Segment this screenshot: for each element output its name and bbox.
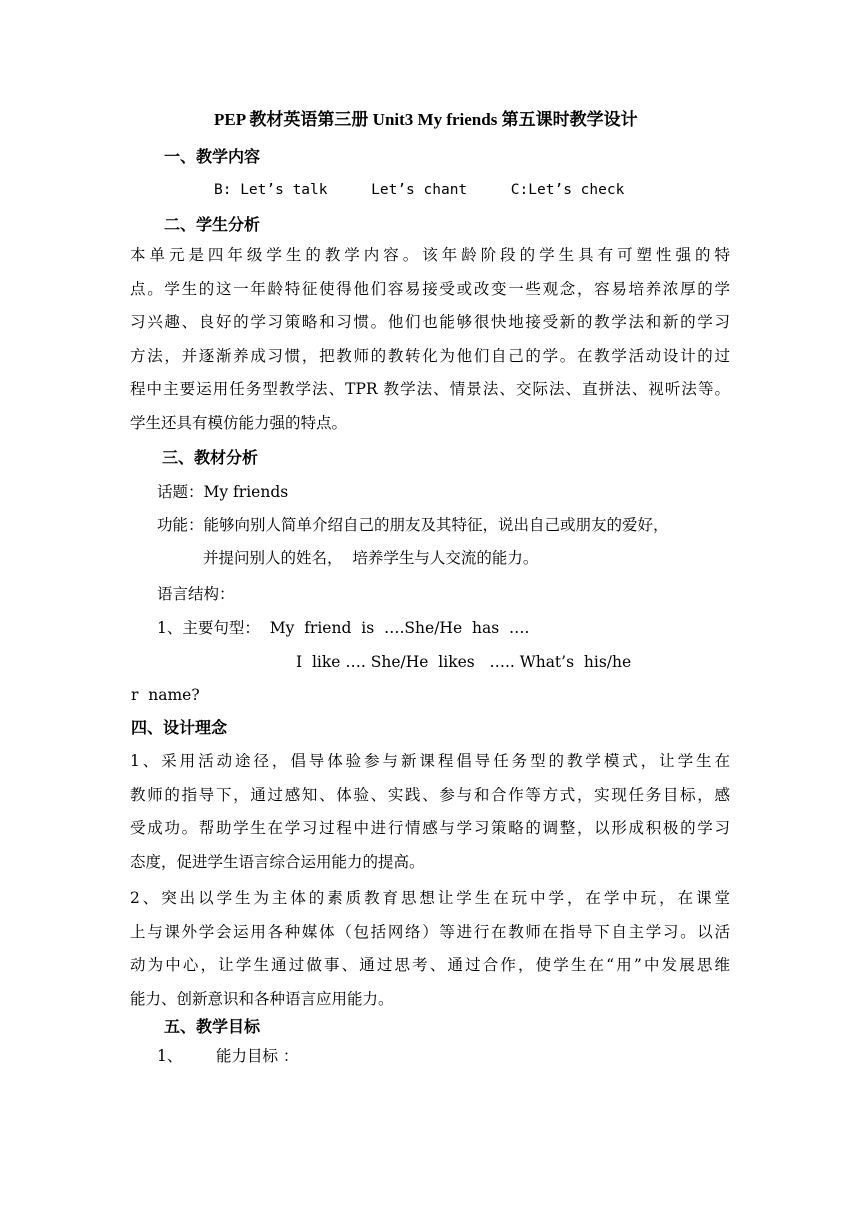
sentence-pattern-line-3: r name? — [131, 686, 200, 704]
section-heading-design-concept: 四、设计理念 — [131, 718, 228, 737]
paragraph-line: 动为中心，让学生通过做事、通过思考、通过合作，使学生在“用”中发展思维 — [130, 956, 730, 974]
sentence-pattern-line-2: I like …. She/He likes ….. What’s his/he — [296, 653, 632, 671]
function-line-1: 功能：能够向别人简单介绍自己的朋友及其特征，说出自己或朋友的爱好， — [157, 516, 669, 534]
paragraph-line: 上与课外学会运用各种媒体（包括网络）等进行在教师在指导下自主学习。以活 — [130, 922, 730, 941]
paragraph-line: 方法，并逐渐养成习惯，把教师的教转化为他们自己的学。在教学活动设计的过 — [130, 346, 730, 365]
goal-item-label: 能力目标 ： — [216, 1047, 299, 1065]
paragraph-line: 习兴趣、良好的学习策略和习惯。他们也能够很快地接受新的教学法和新的学习 — [130, 313, 730, 331]
section-heading-material-analysis: 三、教材分析 — [162, 448, 259, 467]
paragraph-line: 2、突出以学生为主体的素质教育思想让学生在玩中学，在学中玩，在课堂 — [130, 889, 730, 907]
paragraph-line: 程中主要运用任务型教学法、TPR 教学法、情景法、交际法、直拼法、视听法等。 — [130, 380, 730, 398]
section-heading-student-analysis: 二、学生分析 — [164, 215, 261, 234]
sentence-pattern-line-1: 1、主要句型： My friend is ….She/He has …. — [157, 619, 530, 637]
paragraph-line: 教师的指导下，通过感知、体验、实践、参与和合作等方式，实现任务目标，感 — [130, 785, 730, 804]
function-line-2: 并提问别人的姓名， 培养学生与人交流的能力。 — [203, 549, 539, 567]
paragraph-line: 学生还具有模仿能力强的特点。 — [130, 413, 348, 432]
section-heading-teaching-goals: 五、教学目标 — [164, 1017, 261, 1036]
paragraph-line: 能力、创新意识和各种语言应用能力。 — [130, 989, 394, 1008]
goal-item-number: 1、 — [157, 1047, 183, 1065]
paragraph-line: 本单元是四年级学生的教学内容。该年龄阶段的学生具有可塑性强的特 — [130, 246, 730, 264]
document-title: PEP 教材英语第三册 Unit3 My friends 第五课时教学设计 — [214, 110, 638, 129]
language-structure-label: 语言结构： — [157, 585, 235, 603]
student-analysis-paragraph — [130, 239, 730, 440]
paragraph-line: 1、采用活动途径，倡导体验参与新课程倡导任务型的教学模式，让学生在 — [130, 752, 730, 770]
paragraph-line: 态度，促进学生语言综合运用能力的提高。 — [130, 852, 425, 871]
paragraph-line: 受成功。帮助学生在学习过程中进行情感与学习策略的调整，以形成积极的学习 — [130, 819, 730, 837]
paragraph-line: 点。学生的这一年龄特征使得他们容易接受或改变一些观念，容易培养浓厚的学 — [130, 279, 730, 298]
design-concept-paragraph-2 — [130, 882, 730, 1016]
topic-line: 话题：My friends — [157, 483, 289, 501]
teaching-content-text: B: Let’s talk Let’s chant C:Let’s check — [214, 182, 625, 198]
section-heading-teaching-content: 一、教学内容 — [164, 147, 261, 166]
design-concept-paragraph-1 — [130, 745, 730, 879]
